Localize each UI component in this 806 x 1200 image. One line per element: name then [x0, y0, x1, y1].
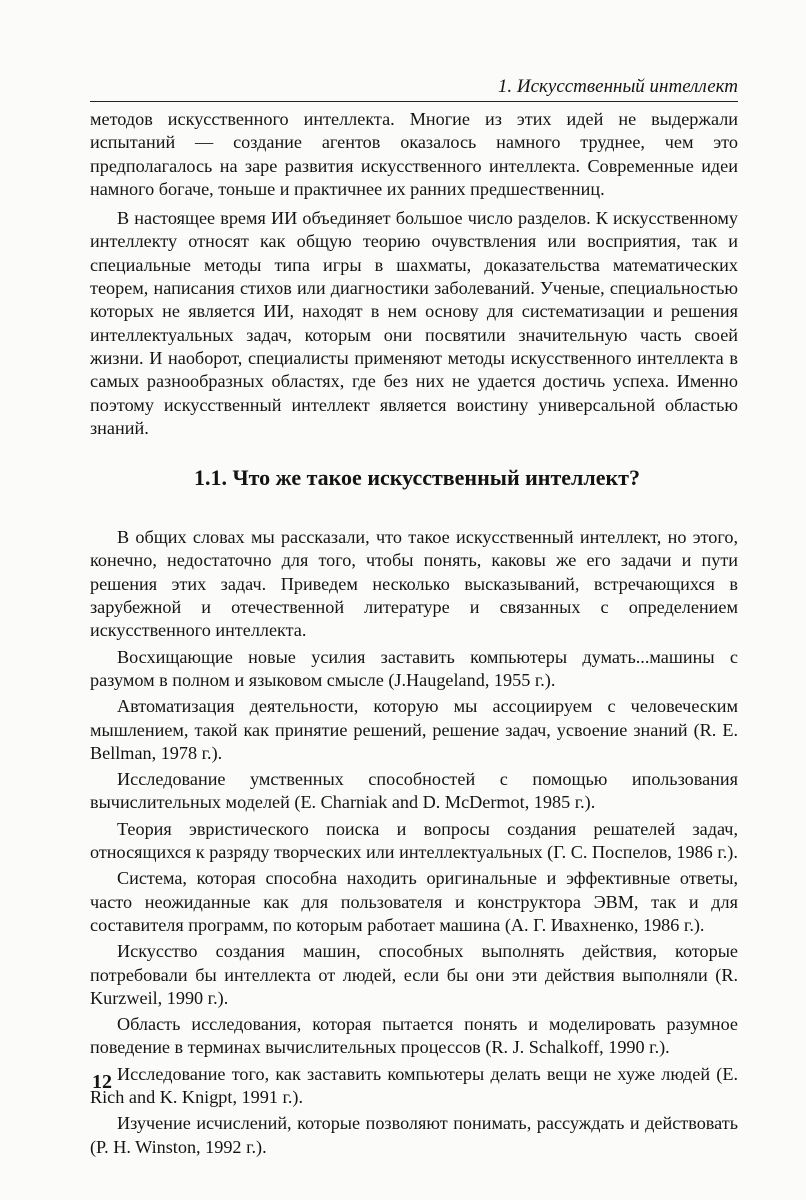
running-header: 1. Искусственный интеллект: [90, 75, 738, 102]
section-paragraph: В общих словах мы рассказали, что такое искусственный интеллект, но этого, конечно, недостаточно для того, чтобы понять, каковы же его задачи и пути решения этих задач. Приведем несколько высказываний, встречающихся в зарубежной и отечественной литературе и связанных с определением искусственного интеллекта.: [90, 527, 738, 641]
definition-quote: Изучение исчислений, которые позволяют понимать, рассуждать и действовать (P. H. Winston, 1992 г.).: [90, 1113, 738, 1157]
definition-quote: Искусство создания машин, способных выполнять действия, которые потребовали бы интеллекта от людей, если бы они эти действия выполняли (R. Kurzweil, 1990 г.).: [90, 941, 738, 1008]
page-content: [90, 108, 738, 1159]
definition-quote: Автоматизация деятельности, которую мы ассоциируем с человеческим мышлением, такой как принятие решений, решение задач, усвоение знаний (R. E. Bellman, 1978 г.).: [90, 696, 738, 763]
intro-paragraph: В настоящее время ИИ объединяет большое число разделов. К искусственному интеллекту относят как общую теорию очувствления или восприятия, так и специальные методы типа игры в шахматы, доказательства математических теорем, написания стихов или диагностики заболеваний. Ученые, специальностью которых не является ИИ, находят в нем основу для систематизации и решения интеллектуальных задач, которым они посвятили значительную часть своей жизни. И наоборот, специалисты применяют методы искусственного интеллекта в самых разнообразных областях, где без них не удается достичь успеха. Именно поэтому искусственный интеллект является воистину универсальной областью знаний.: [90, 208, 738, 438]
section-title: 1.1. Что же такое искусственный интеллект?: [194, 465, 640, 491]
intro-paragraph: методов искусственного интеллекта. Многие из этих идей не выдержали испытаний — создание агентов оказалось намного труднее, чем это предполагалось на заре развития искусственного интеллекта. Современные идеи намного богаче, тоньше и практичнее их ранних предшественниц.: [90, 109, 738, 199]
definition-quote: Система, которая способна находить оригинальные и эффективные ответы, часто неожиданные как для пользователя и конструктора ЭВМ, так и для составителя программ, по которым работает машина (А. Г. Ивахненко, 1986 г.).: [90, 868, 738, 935]
definition-quote: Теория эвристического поиска и вопросы создания решателей задач, относящихся к разряду творческих или интеллектуальных (Г. С. Поспелов, 1986 г.).: [90, 818, 738, 863]
definition-quote: Исследование умственных способностей с помощью ипользования вычислительных моделей (E. Charniak and D. McDermot, 1985 г.).: [90, 769, 738, 813]
definition-quote: Восхищающие новые усилия заставить компьютеры думать...машины с разумом в полном и языковом смысле (J.Haugeland, 1955 г.).: [90, 646, 738, 690]
definition-quote: Область исследования, которая пытается понять и моделировать разумное поведение в терминах вычислительных процессов (R. J. Schalkoff, 1990 г.).: [90, 1014, 738, 1058]
definition-quote: Исследование того, как заставить компьютеры делать вещи не хуже людей (E. Rich and K. Knigpt, 1991 г.).: [90, 1063, 738, 1107]
page-number: 12: [92, 1071, 112, 1093]
